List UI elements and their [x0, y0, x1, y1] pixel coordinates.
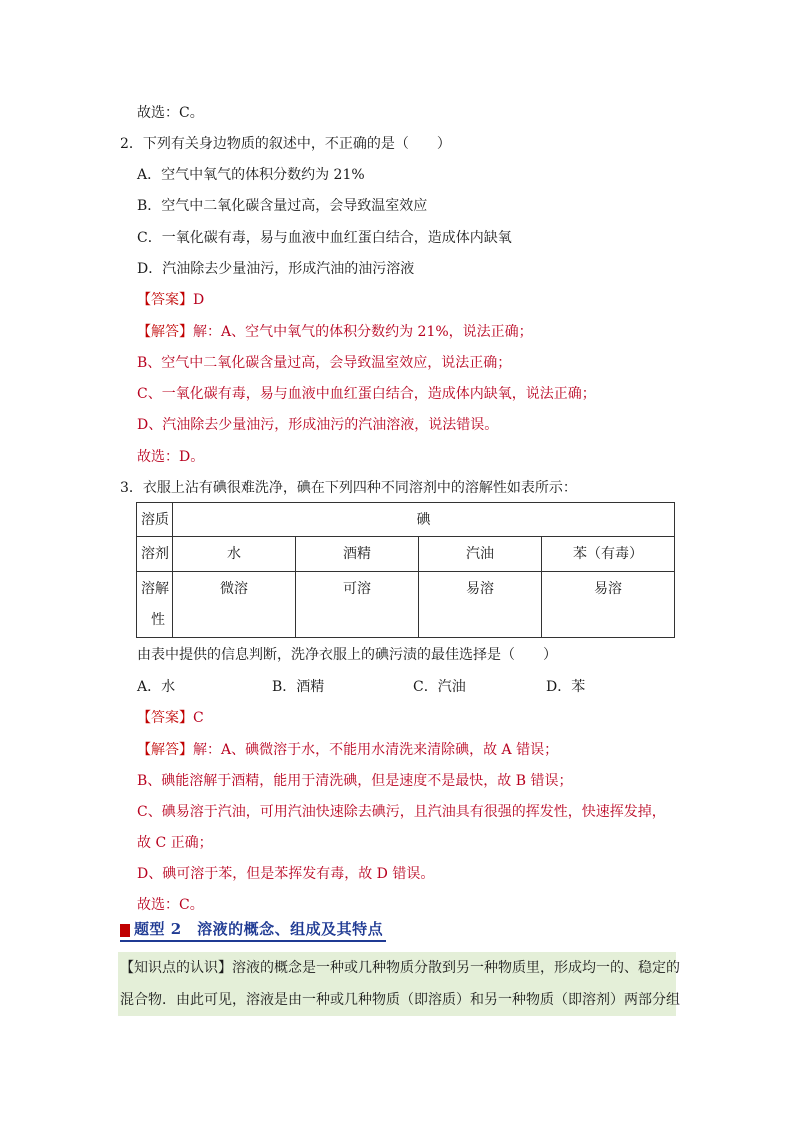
solvent-gasoline: 汽油: [419, 537, 542, 572]
q2-analysis-1: [137, 322, 533, 342]
solvent-header: 溶剂: [137, 537, 173, 572]
knowledge-label: 【知识点的认识】: [120, 960, 232, 976]
q3-answer: [137, 708, 204, 728]
q2-analysis-2: B、空气中二氧化碳含量过高，会导致温室效应，说法正确；: [137, 355, 512, 371]
solubility-benzene: 易溶: [542, 572, 675, 638]
q2-option-c: C．一氧化碳有毒，易与血液中血红蛋白结合，造成体内缺氧: [137, 230, 512, 246]
q2-analysis-3: C、一氧化碳有毒，易与血液中血红蛋白结合，造成体内缺氧，说法正确；: [137, 386, 596, 402]
q2-option-a: A．空气中氧气的体积分数约为 21%: [137, 167, 365, 183]
solubility-header-2: 性: [151, 612, 165, 628]
solubility-gasoline: 易溶: [419, 572, 542, 638]
q3-stem: 3．衣服上沾有碘很难洗净，碘在下列四种不同溶剂中的溶解性如表所示：: [120, 480, 577, 496]
q2-conclusion: 故选：D。: [137, 449, 205, 465]
answer-label: 【答案】: [137, 710, 193, 726]
q3-question: 由表中提供的信息判断，洗净衣服上的碘污渍的最佳选择是（ ）: [137, 647, 557, 663]
knowledge-line-1: [120, 952, 680, 984]
q3-option-d: D．苯: [546, 679, 586, 695]
q1-conclusion: 故选：C。: [137, 105, 204, 121]
q3-analysis-2: B、碘能溶解于酒精，能用于清洗碘，但是速度不是最快，故 B 错误；: [137, 773, 573, 789]
solubility-header-1: 溶解: [141, 581, 169, 597]
heading-marker-icon: [120, 924, 130, 937]
q2-option-b: B．空气中二氧化碳含量过高，会导致温室效应: [137, 198, 428, 214]
knowledge-box: [118, 952, 680, 1016]
solute-header: 溶质: [137, 503, 173, 537]
heading-underline: [120, 940, 386, 942]
q3-conclusion: 故选：C。: [137, 897, 204, 913]
q3-option-a: A．水: [137, 679, 176, 695]
q3-analysis-3: C、碘易溶于汽油，可用汽油快速除去碘污，且汽油具有很强的挥发性，快速挥发掉，: [137, 804, 666, 820]
q3-option-c: C．汽油: [413, 679, 466, 695]
knowledge-line-2: 混合物．由此可见，溶液是由一种或几种物质（即溶质）和另一种物质（即溶剂）两部分组: [120, 992, 680, 1008]
q3-analysis-1: [137, 740, 558, 760]
answer-value: C: [193, 710, 204, 726]
solubility-table: [136, 502, 675, 638]
solvent-water: 水: [173, 537, 296, 572]
solute-cell: 碘: [173, 503, 675, 537]
analysis-label: 【解答】: [137, 742, 193, 758]
q2-option-d: D．汽油除去少量油污，形成汽油的油污溶液: [137, 261, 415, 277]
q3-analysis-5: D、碘可溶于苯，但是苯挥发有毒，故 D 错误。: [137, 866, 435, 882]
section-heading: 题型 2 溶液的概念、组成及其特点: [134, 920, 384, 938]
analysis-text: 解：A、空气中氧气的体积分数约为 21%，说法正确；: [193, 324, 533, 340]
q2-stem: 2．下列有关身边物质的叙述中，不正确的是（ ）: [120, 136, 451, 152]
solvent-alcohol: 酒精: [296, 537, 419, 572]
q2-analysis-4: D、汽油除去少量油污，形成油污的汽油溶液，说法错误。: [137, 417, 499, 433]
knowledge-text-1: 溶液的概念是一种或几种物质分散到另一种物质里，形成均一的、稳定的: [232, 960, 680, 976]
solubility-water: 微溶: [173, 572, 296, 638]
solubility-alcohol: 可溶: [296, 572, 419, 638]
q3-option-b: B．酒精: [272, 679, 325, 695]
q3-analysis-4: 故 C 正确；: [137, 835, 213, 851]
solvent-benzene: 苯（有毒）: [542, 537, 675, 572]
solubility-header: [137, 572, 173, 638]
answer-label: 【答案】: [137, 292, 193, 308]
analysis-label: 【解答】: [137, 324, 193, 340]
answer-value: D: [193, 292, 205, 308]
analysis-text: 解：A、碘微溶于水，不能用水清洗来清除碘，故 A 错误；: [193, 742, 559, 758]
q2-answer: [137, 290, 204, 310]
